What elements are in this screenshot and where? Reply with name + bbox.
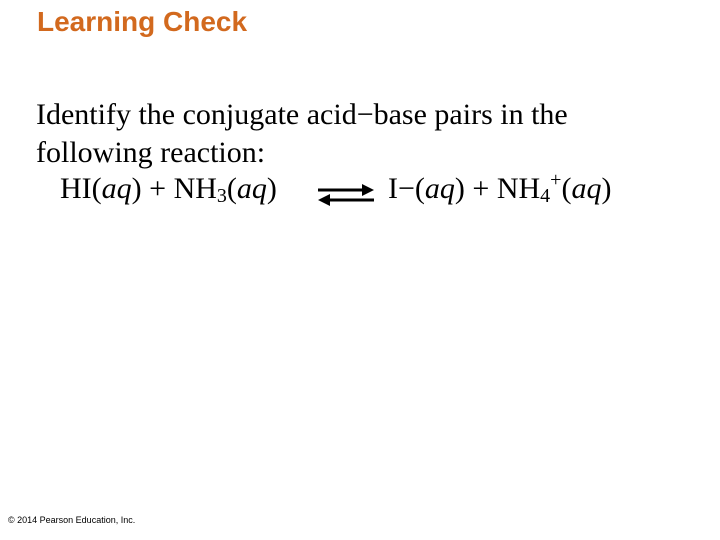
question-prompt bbox=[36, 96, 676, 172]
prompt-line-2: following reaction: bbox=[36, 136, 266, 169]
nh-text: ) + NH bbox=[131, 172, 217, 205]
nh3-open-paren: ( bbox=[226, 172, 237, 205]
nh4-superscript: + bbox=[550, 169, 562, 191]
iodide-text: I−( bbox=[388, 172, 425, 205]
nh4-state: aq bbox=[571, 172, 602, 205]
reactants bbox=[60, 172, 277, 206]
hi-state: aq bbox=[101, 172, 132, 205]
ammonium-text: ) + NH bbox=[454, 172, 541, 205]
nh3-subscript: 3 bbox=[216, 185, 227, 207]
hi-text: HI( bbox=[60, 172, 102, 205]
nh4-close-paren: ) bbox=[601, 172, 612, 205]
iodide-state: aq bbox=[424, 172, 455, 205]
copyright-notice: © 2014 Pearson Education, Inc. bbox=[8, 515, 136, 525]
nh4-subscript: 4 bbox=[540, 185, 551, 207]
nh4-open-paren: ( bbox=[561, 172, 572, 205]
slide-title: Learning Check bbox=[37, 6, 248, 37]
chemical-equation bbox=[60, 169, 700, 212]
nh3-close-paren: ) bbox=[266, 172, 277, 205]
prompt-line-1: Identify the conjugate acid−base pairs in the bbox=[36, 98, 568, 131]
nh3-state: aq bbox=[236, 172, 267, 205]
products bbox=[388, 169, 612, 207]
equilibrium-arrows-icon bbox=[316, 184, 376, 206]
